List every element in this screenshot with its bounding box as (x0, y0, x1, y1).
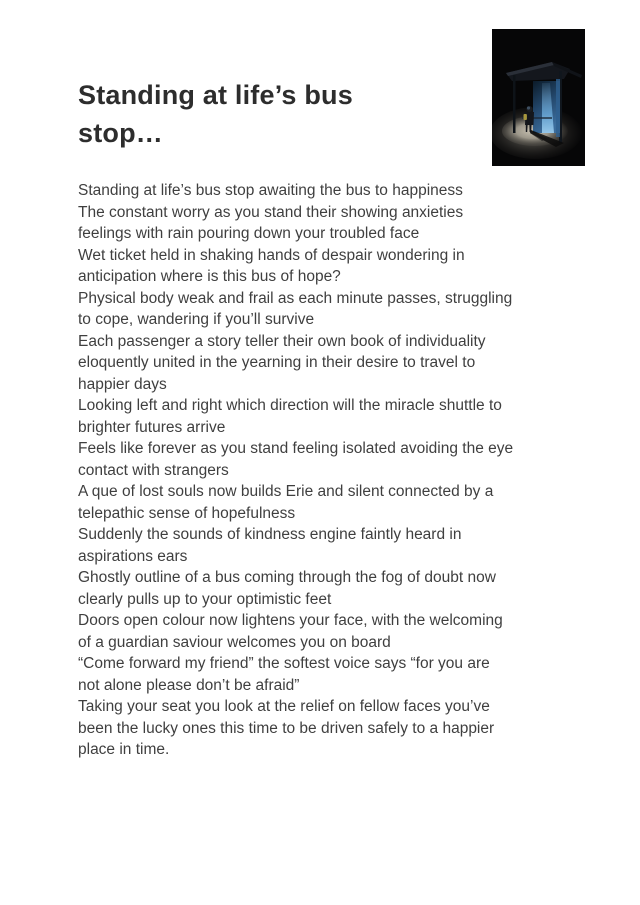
poem-line: anticipation where is this bus of hope? (78, 268, 341, 285)
poem-line: of a guardian saviour welcomes you on board (78, 633, 391, 651)
poem-line: brighter futures arrive (78, 418, 226, 436)
poem-line: feelings with rain pouring down your troubled face (78, 225, 420, 242)
poem-line: Each passenger a story teller their own book of individuality (78, 332, 486, 350)
poem-line: A que of lost souls now builds Erie and silent connected by a (78, 483, 494, 500)
poem-line: happier days (78, 375, 167, 393)
poem-line: place in time. (78, 741, 170, 758)
poem-line: aspirations ears (78, 547, 188, 565)
bus-stop-photo-graphic (492, 29, 585, 166)
poem-line: Physical body weak and frail as each minute passes, struggling (78, 289, 513, 307)
poem-line: contact with strangers (78, 461, 229, 479)
poem-line: telepathic sense of hopefulness (78, 504, 296, 522)
poem-line: “Come forward my friend” the softest voice says “for you are (78, 655, 490, 672)
poem-line: Ghostly outline of a bus coming through the fog of doubt now (78, 569, 496, 586)
poem-line: Looking left and right which direction will the miracle shuttle to (78, 397, 502, 414)
page-title-line: Standing at life’s bus (78, 80, 353, 110)
poem-line: Wet ticket held in shaking hands of despair wondering in (78, 246, 465, 264)
poem-line: Feels like forever as you stand feeling isolated avoiding the eye (78, 440, 514, 457)
page-title (78, 76, 353, 152)
poem-line: The constant worry as you stand their showing anxieties (78, 203, 464, 221)
poem-line: Standing at life’s bus stop awaiting the bus to happiness (78, 182, 463, 199)
poem-line: eloquently united in the yearning in their desire to travel to (78, 354, 476, 371)
poem-line: Doors open colour now lightens your face, with the welcoming (78, 612, 503, 629)
poem-line: not alone please don’t be afraid” (78, 676, 300, 694)
poem-body (78, 180, 513, 761)
poem-line: been the lucky ones this time to be driven safely to a happier (78, 719, 495, 737)
poem-line: Suddenly the sounds of kindness engine faintly heard in (78, 526, 462, 543)
poem-line: clearly pulls up to your optimistic feet (78, 590, 332, 608)
page-title-line: stop… (78, 118, 163, 148)
poem-line: to cope, wandering if you’ll survive (78, 311, 315, 328)
poem-line: Taking your seat you look at the relief on fellow faces you’ve (78, 698, 490, 715)
bus-stop-photo (492, 29, 585, 166)
